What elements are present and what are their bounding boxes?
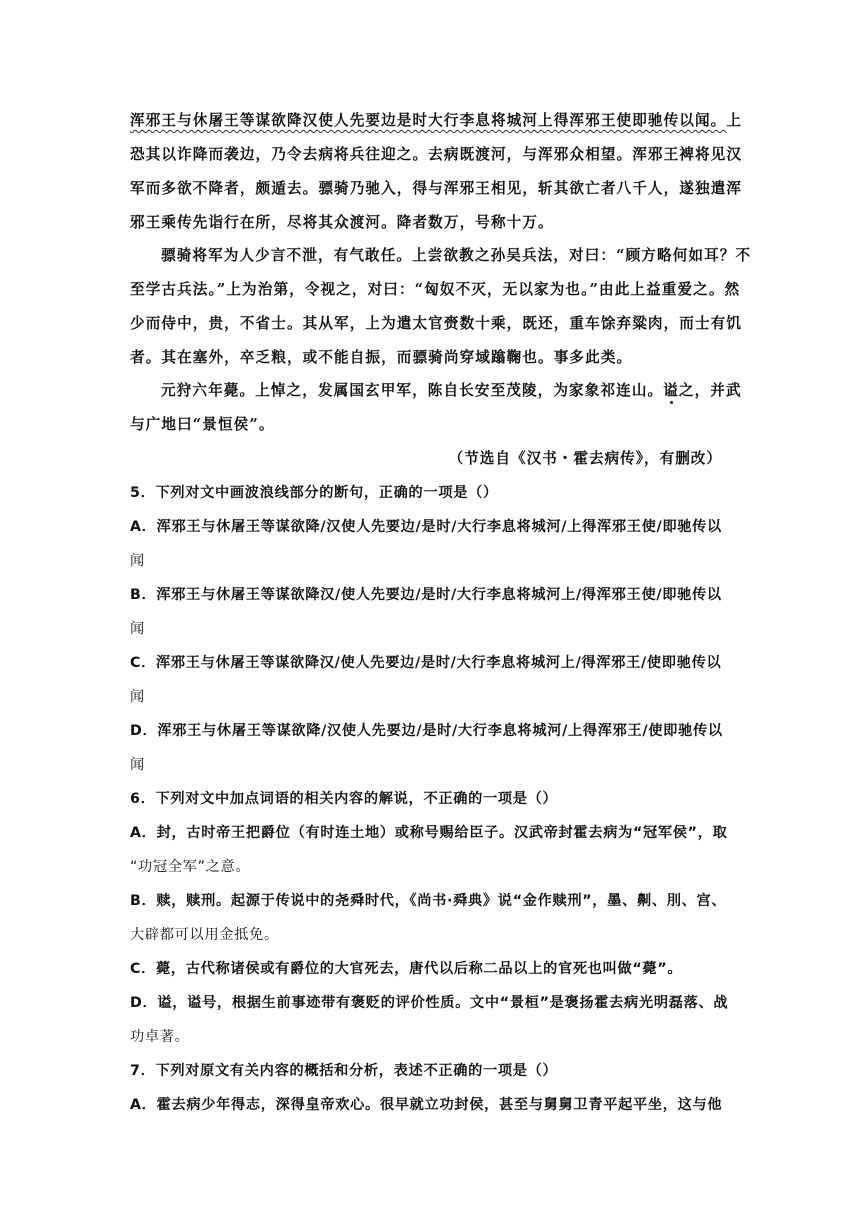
q6-option-c xyxy=(130,959,730,979)
passage-p2-line1: 骠骑将军为人少言不泄，有气敢任。上尝欲教之孙吴兵法，对曰：“顾方略何如耳？不 xyxy=(161,247,752,264)
option-letter: B． xyxy=(130,587,157,603)
passage-p2-line2: 至学古兵法。”上为治第，令视之，对曰：“匈奴不灭，无以家为也。”由此上益重爱之。然 xyxy=(130,281,741,298)
option-text: 浑邪王与休屠王等谋欲降汉/使人先要边/是时/大行李息将城河上/得浑邪王/使即驰传以 xyxy=(156,655,722,671)
passage-p3-line1 xyxy=(161,381,742,401)
wavy-underlined-sentence: 浑邪王与休屠王等谋欲降汉使人先要边是时大行李息将城河上得浑邪王使即驰传以闻。 xyxy=(130,112,727,129)
option-letter: A． xyxy=(130,1097,157,1113)
dotted-word-shi: 谥 xyxy=(663,382,679,399)
q6-option-b-cont: 大辟都可以用金抵免。 xyxy=(130,927,279,943)
option-letter: A． xyxy=(130,519,157,535)
question-5-stem xyxy=(130,483,730,503)
option-letter: D． xyxy=(130,995,158,1011)
question-number: 6． xyxy=(130,791,156,807)
passage-text: 上 xyxy=(726,112,743,129)
question-number: 7． xyxy=(130,1063,156,1079)
option-text: 浑邪王与休屠王等谋欲降/汉使人先要边/是时/大行李息将城河/上得浑邪王/使即驰传以 xyxy=(157,723,723,739)
question-number: 5． xyxy=(130,485,156,501)
option-text: 赎，赎刑。起源于传说中的尧舜时代，《尚书·舜典》说“金作赎刑”，墨、劓、刖、宫、 xyxy=(156,893,727,909)
q5-option-d-cont: 闻 xyxy=(130,757,145,773)
option-text: 霍去病少年得志，深得皇帝欢心。很早就立功封侯，甚至与舅舅卫青平起平坐，这与他 xyxy=(156,1097,723,1113)
q5-option-a xyxy=(130,517,730,537)
passage-p1-line4: 邪王乘传先诣行在所，尽将其众渡河。降者数万，号称十万。 xyxy=(130,214,554,231)
q5-option-c-cont: 闻 xyxy=(130,689,145,705)
question-text: 下列对原文有关内容的概括和分析，表述不正确的一项是（） xyxy=(155,1063,558,1079)
q5-option-b xyxy=(130,585,730,605)
option-letter: A． xyxy=(130,825,157,841)
option-text: 浑邪王与休屠王等谋欲降/汉使人先要边/是时/大行李息将城河/上得浑邪王使/即驰传以 xyxy=(156,519,722,535)
q6-option-d-cont: 功卓著。 xyxy=(130,1029,190,1045)
option-letter: C． xyxy=(130,961,156,977)
passage-source: （节选自《汉书・霍去病传》，有删改） xyxy=(448,450,722,467)
passage-p2-line3: 少而侍中，贵，不省士。其从军，上为遣太官赍数十乘，既还，重车馀弃粱肉，而士有饥 xyxy=(130,315,743,332)
passage-p1-line1 xyxy=(130,111,743,131)
question-7-stem xyxy=(130,1061,730,1081)
q6-option-d xyxy=(130,993,730,1013)
q6-option-a xyxy=(130,823,730,843)
question-6-stem xyxy=(130,789,730,809)
option-text: 薨，古代称诸侯或有爵位的大官死去，唐代以后称二品以上的官死也叫做“薨”。 xyxy=(156,961,683,977)
passage-p2-line4: 者。其在塞外，卒乏粮，或不能自振，而骠骑尚穿域蹹鞠也。事多此类。 xyxy=(130,349,633,366)
q7-option-a xyxy=(130,1095,730,1115)
q6-option-a-cont: “功冠全军”之意。 xyxy=(130,859,251,875)
option-text: 封，古时帝王把爵位（有时连土地）或称号赐给臣子。汉武帝封霍去病为“冠军侯”，取 xyxy=(156,825,728,841)
question-text: 下列对文中画波浪线部分的断句，正确的一项是（） xyxy=(155,485,498,501)
option-text: 浑邪王与休屠王等谋欲降汉/使人先要边/是时/大行李息将城河上/得浑邪王使/即驰传以 xyxy=(156,587,722,603)
option-letter: C． xyxy=(130,655,156,671)
q6-option-b xyxy=(130,891,730,911)
q5-option-d xyxy=(130,721,730,741)
q5-option-b-cont: 闻 xyxy=(130,621,145,637)
q5-option-c xyxy=(130,653,730,673)
option-letter: B． xyxy=(130,893,157,909)
option-text: 谥，谥号，根据生前事迹带有褒贬的评价性质。文中“景桓”是褒扬霍去病光明磊落、战 xyxy=(157,995,729,1011)
passage-p3-line2: 与广地曰“景恒侯”。 xyxy=(130,416,275,433)
passage-text: 之，并武 xyxy=(678,382,742,399)
q5-option-a-cont: 闻 xyxy=(130,553,145,569)
passage-p1-line2: 恐其以诈降而袭边，乃令去病将兵往迎之。去病既渡河，与浑邪众相望。浑邪王裨将见汉 xyxy=(130,146,743,163)
passage-p1-line3: 军而多欲不降者，颇遁去。骠骑乃驰入，得与浑邪王相见，斩其欲亡者八千人，遂独遣浑 xyxy=(130,180,743,197)
question-text: 下列对文中加点词语的相关内容的解说，不正确的一项是（） xyxy=(155,791,558,807)
passage-text: 元狩六年薨。上悼之，发属国玄甲军，陈自长安至茂陵，为家象祁连山。 xyxy=(161,382,664,399)
option-letter: D． xyxy=(130,723,158,739)
